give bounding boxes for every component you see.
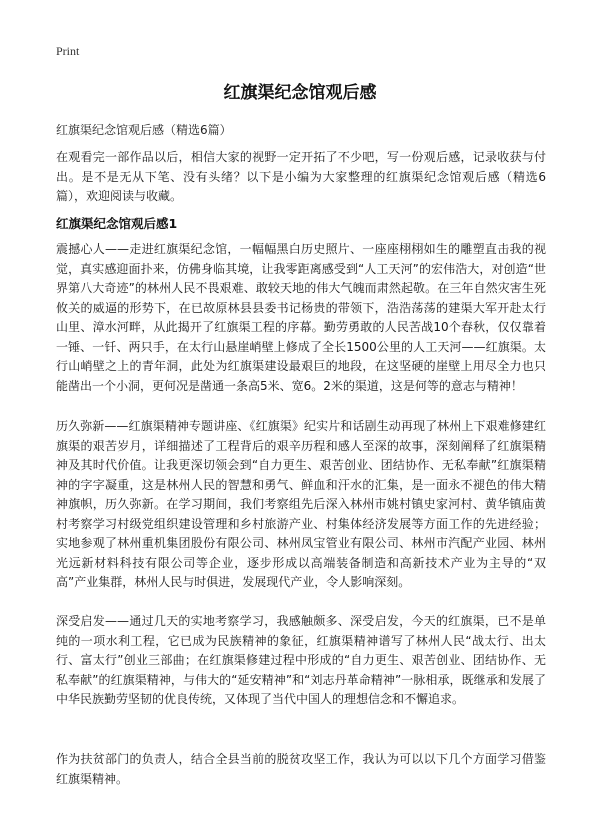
print-link[interactable]: Print bbox=[56, 44, 80, 58]
intro-paragraph: 在观看完一部作品以后，相信大家的视野一定开拓了不少吧，写一份观后感，记录收获与付出。是不是无从下笔、没有头绪？以下是小编为大家整理的红旗渠纪念馆观后感（精选6篇），欢迎阅读与收藏。 bbox=[56, 150, 546, 203]
body-paragraph-1: 震撼心人——走进红旗渠纪念馆，一幅幅黑白历史照片、一座座栩栩如生的雕塑直击我的视觉，真实感迎面扑来，仿佛身临其境，让我零距离感受到“人工天河”的宏伟浩大，对创造“世界第八大奇迹”的林州人民不畏艰难、敢较天地的伟大气魄而肃然起敬。在三年自然灾害生死攸关的威逼的形势下，在已故原林县县委书记杨贵的带领下，浩浩荡荡的建渠大军开赴太行山里、漳水河畔，从此揭开了红旗渠工程的序幕。勤劳勇敢的人民苦战10个春秋，仅仅靠着一锤、一钎、两只手，在太行山悬崖峭壁上修成了全长1500公里的人工天河——红旗渠。太行山峭壁之上的青年洞，此处为红旗渠建设最艰巨的地段，在这坚硬的崖壁上用尽全力也只能凿出一个小洞，更何况是凿通一条高5米、宽6。2米的渠道，这是何等的意志与精神！ bbox=[56, 242, 546, 393]
document-subtitle: 红旗渠纪念馆观后感（精选6篇） bbox=[56, 123, 232, 137]
body-paragraph-4: 作为扶贫部门的负责人，结合全县当前的脱贫攻坚工作，我认为可以以下几个方面学习借鉴红旗渠精神。 bbox=[56, 752, 546, 786]
section-heading: 红旗渠纪念馆观后感1 bbox=[56, 216, 178, 231]
body-paragraph-2: 历久弥新——红旗渠精神专题讲座、《红旗渠》纪实片和话剧生动再现了林州上下艰难修建红旗渠的艰苦岁月，详细描述了工程背后的艰辛历程和感人至深的故事，深刻阐释了红旗渠精神及其时代价值。让我更深切领会到“自力更生、艰苦创业、团结协作、无私奉献”红旗渠精神的字字凝重，这是林州人民的智慧和勇气、鲜血和汗水的汇集，是一面永不褪色的伟大精神旗帜，历久弥新。在学习期间，我们考察组先后深入林州市姚村镇史家河村、黄华镇庙黄村考察学习村级党组织建设管理和乡村旅游产业、村集体经济发展等方面工作的先进经验；实地参观了林州重机集团股份有限公司、林州凤宝管业有限公司、林州市汽配产业园、林州光远新材料科技有限公司等企业，逐步形成以高端装备制造和高新技术产业为主导的“双高”产业集群，林州人民与时俱进，发展现代产业，令人影响深刻。 bbox=[56, 419, 546, 589]
page-title: 红旗渠纪念馆观后感 bbox=[223, 83, 377, 103]
body-paragraph-3: 深受启发——通过几天的实地考察学习，我感触颇多、深受启发，今天的红旗渠，已不是单纯的一项水利工程，它已成为民族精神的象征，红旗渠精神谱写了林州人民“战太行、出太行、富太行”创业三部曲；在红旗渠修建过程中形成的“自力更生、艰苦创业、团结协作、无私奉献”的红旗渠精神，与伟大的“延安精神”和“刘志丹革命精神”一脉相承，既继承和发展了中华民族勤劳坚韧的优良传统，又体现了当代中国人的理想信念和不懈追求。 bbox=[56, 614, 546, 706]
